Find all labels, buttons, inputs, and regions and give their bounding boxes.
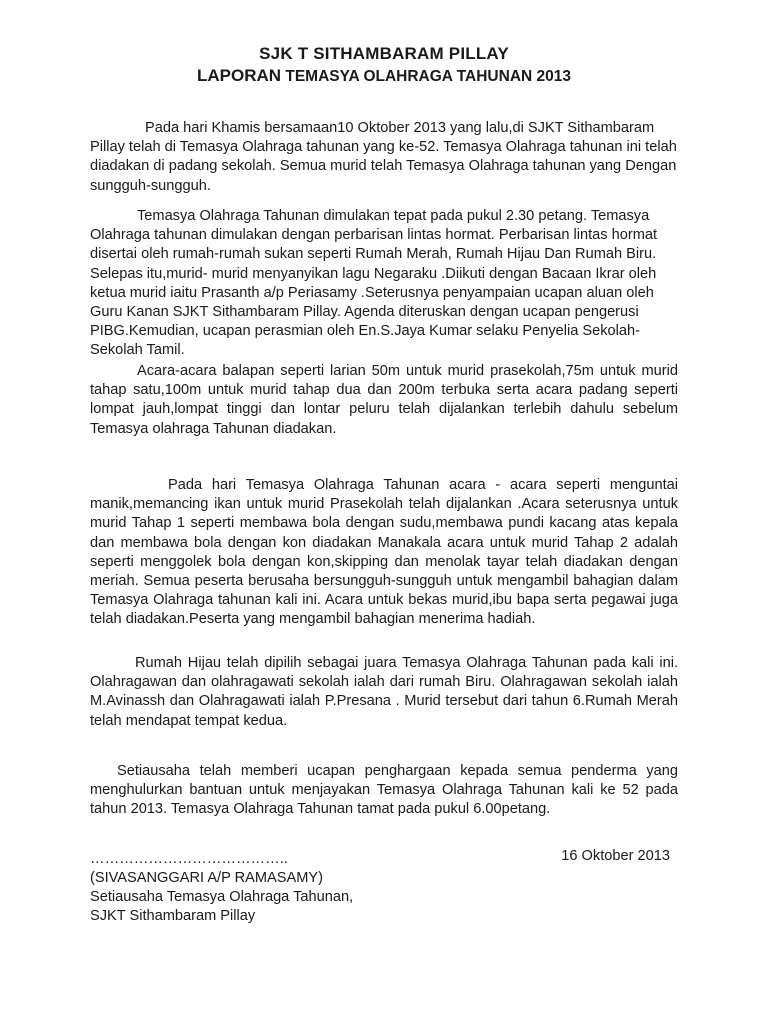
- paragraph-ceremony: Temasya Olahraga Tahunan dimulakan tepat pada pukul 2.30 petang. Temasya Olahraga tahunan dimulakan dengan perbarisan lintas hormat. Perbarisan lintas hormat disertai oleh rumah-rumah sukan seperti Rumah Merah, Rumah Hijau Dan Rumah Biru. Selepas itu,murid- murid menyanyikan lagu Negaraku .Diikuti dengan Bacaan Ikrar oleh ketua murid iaitu Prasanth a/p Periasamy .Seterusnya penyampaian ucapan aluan oleh Guru Kanan SJKT Sithambaram Pillay. Agenda diteruskan dengan ucapan pengerusi PIBG.Kemudian, ucapan perasmian oleh En.S.Jaya Kumar selaku Penyelia Sekolah- Sekolah Tamil.: [90, 208, 658, 359]
- signature-block: [90, 850, 353, 926]
- signatory-school: SJKT Sithambaram Pillay: [90, 908, 256, 924]
- paragraph-closing: Setiausaha telah memberi ucapan penghargaan kepada semua penderma yang menghulurkan bantuan untuk menjayakan Temasya Olahraga Tahunan kali ke 52 pada tahun 2013. Temasya Olahraga Tahunan tamat pada pukul 6.00petang.: [90, 763, 678, 818]
- report-date: 16 Oktober 2013: [561, 848, 670, 864]
- signature-line: …………………………………..: [90, 851, 288, 867]
- paragraph-activities: Pada hari Temasya Olahraga Tahunan acara - acara seperti menguntai manik,memancing ikan untuk murid Prasekolah telah dijalankan .Acara seterusnya untuk murid Tahap 1 seperti membawa bola dengan sudu,membawa pundi kacang atas kepala dan membawa bola dengan kon diadakan Manakala acara untuk murid Tahap 2 adalah seperti menggolek bola dengan kon,skipping dan menolak tayar telah diadakan dengan meriah. Semua peserta berusaha bersungguh-sungguh untuk mengambil bahagian dalam Temasya Olahraga tahunan kali ini. Acara untuk bekas murid,ibu bapa serta pegawai juga telah diadakan.Peserta yang mengambil bahagian menerima hadiah.: [90, 477, 678, 628]
- report-title: [0, 66, 768, 86]
- signatory-name: (SIVASANGGARI A/P RAMASAMY): [90, 870, 324, 886]
- signatory-role: Setiausaha Temasya Olahraga Tahunan,: [90, 889, 354, 905]
- report-title-lead: LAPORAN: [196, 66, 282, 85]
- paragraph-track-events: Acara-acara balapan seperti larian 50m untuk murid prasekolah,75m untuk murid tahap satu,100m untuk murid tahap dua dan 200m terbuka serta acara padang seperti lompat jauh,lompat tinggi dan lontar peluru telah dijalankan terlebih dahulu sebelum Temasya olahraga Tahunan diadakan.: [90, 363, 678, 437]
- report-title-rest: TEMASYA OLAHRAGA TAHUNAN 2013: [281, 68, 571, 85]
- school-title: SJK T SITHAMBARAM PILLAY: [259, 44, 509, 63]
- paragraph-results: Rumah Hijau telah dipilih sebagai juara Temasya Olahraga Tahunan pada kali ini. Olahragawan dan olahragawati sekolah ialah dari rumah Biru. Olahragawan sekolah ialah M.Avinassh dan Olahragawati ialah P.Presana . Murid tersebut dari tahun 6.Rumah Merah telah mendapat tempat kedua.: [90, 655, 678, 729]
- paragraph-opening: Pada hari Khamis bersamaan10 Oktober 2013 yang lalu,di SJKT Sithambaram Pillay telah di Temasya Olahraga tahunan yang ke-52. Temasya Olahraga tahunan ini telah diadakan di padang sekolah. Semua murid telah Temasya Olahraga tahunan yang Dengan sungguh-sungguh.: [90, 120, 677, 194]
